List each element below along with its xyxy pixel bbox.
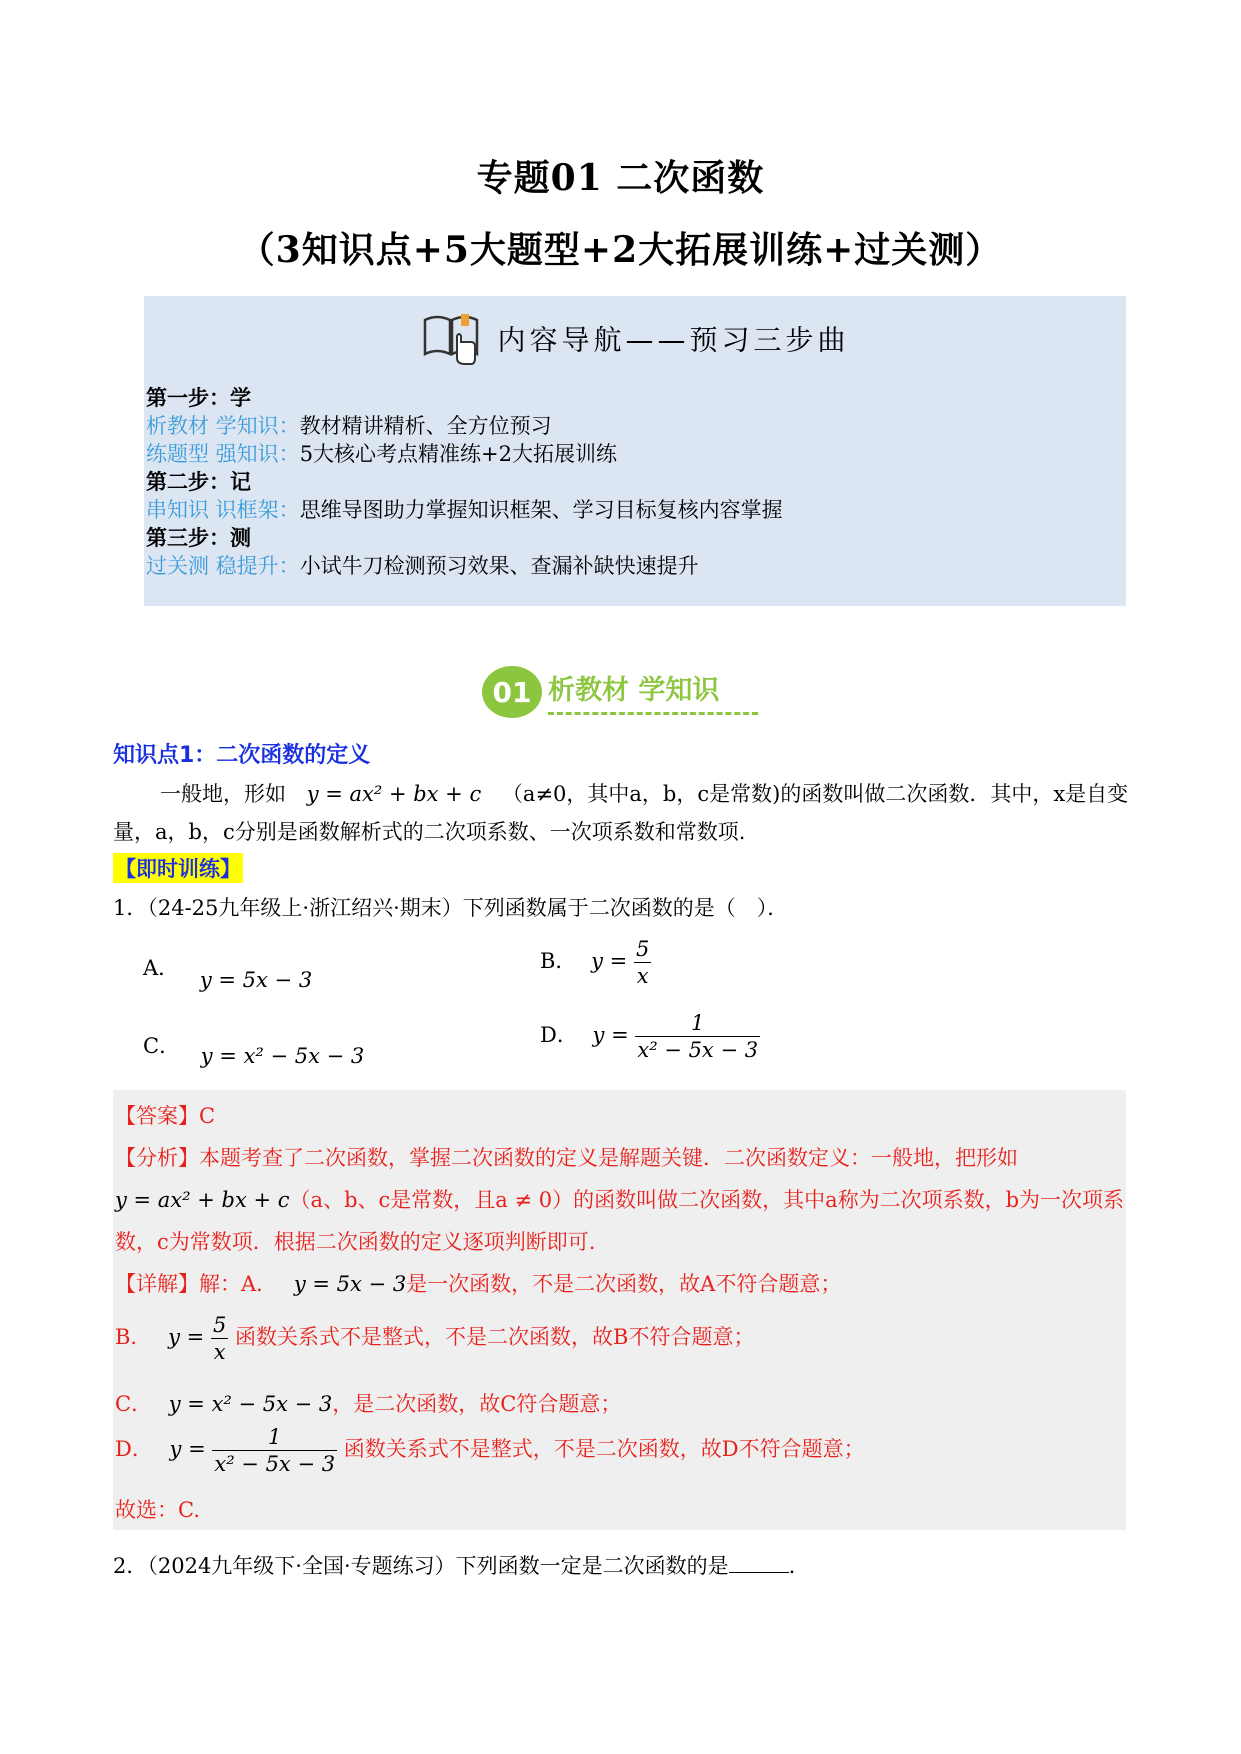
analysis-line-3: 数，c为常数项．根据二次函数的定义逐项判断即可. [115,1230,596,1254]
section-underline [548,712,758,715]
nav-row-2-value: 5大核心考点精准练+2大拓展训练 [299,442,618,466]
q1-option-d [540,1010,760,1063]
section-title: 析教材 学知识 [548,675,720,706]
nav-row-4 [146,550,699,580]
section-badge [480,664,544,724]
q1-option-b-denominator: x [636,964,649,988]
analysis-line-1: 【分析】本题考查了二次函数，掌握二次函数的定义是解题关键．二次函数定义：一般地，把形如 [115,1146,1018,1170]
section-badge-number: 01 [492,676,532,709]
detail-c-text: ，是二次函数，故C符合题意； [332,1392,622,1416]
detail-label: 【详解】解：A． [115,1272,278,1296]
nav-heading-text: 内容导航——预习三步曲 [497,323,850,357]
page-subtitle: （3知识点+5大题型+2大拓展训练+过关测） [238,229,1003,271]
step-1: 第一步：学 [146,386,251,410]
detail-b-fraction [211,1312,228,1365]
q1-option-b-fraction [634,936,651,989]
detail-d-denominator: x² − 5x − 3 [214,1452,336,1476]
detail-b-denominator: x [213,1340,226,1364]
detail-d [115,1424,865,1477]
definition-formula: y = ax² + bx + c [306,782,482,806]
detail-d-fraction [212,1424,337,1477]
nav-row-2 [146,438,617,468]
nav-row-2-key: 练题型 强知识： [146,442,300,466]
page-title: 专题01 二次函数 [476,157,765,199]
nav-row-4-key: 过关测 稳提升： [146,554,300,578]
q1-option-c [143,1030,365,1068]
answer-box [113,1090,1126,1530]
q1-option-c-expr: y = x² − 5x − 3 [200,1044,365,1068]
q1-option-a-expr: y = 5x − 3 [199,968,313,992]
detail-d-lhs: y = [169,1437,206,1461]
question-2-end: . [788,1554,796,1578]
detail-b-text: 函数关系式不是整式，不是二次函数，故B不符合题意； [235,1325,755,1349]
answer-line: 【答案】C [115,1104,216,1128]
nav-heading [144,310,1126,373]
detail-d-text: 函数关系式不是整式，不是二次函数，故D不符合题意； [343,1437,865,1461]
detail-c [115,1388,621,1418]
answer-blank [729,1572,789,1573]
q1-option-b-lhs: y = [591,949,628,973]
definition-line-1 [160,778,1128,808]
q1-option-d-numerator: 1 [635,1010,760,1037]
training-label: 【即时训练】 [113,853,243,883]
q1-option-b-numerator: 5 [635,937,650,961]
nav-row-1-key: 析教材 学知识： [146,414,300,438]
conclusion: 故选：C. [115,1498,200,1522]
question-2-text: 2．（2024九年级下·全国·专题练习）下列函数一定是二次函数的是 [113,1554,729,1578]
nav-row-3-value: 思维导图助力掌握知识框架、学习目标复核内容掌握 [299,498,783,522]
detail-b-lhs: y = [168,1325,205,1349]
q1-option-a-label: A． [143,956,180,980]
q1-option-a [143,952,313,992]
detail-b-label: B． [115,1325,152,1349]
nav-row-1-value: 教材精讲精析、全方位预习 [299,414,552,438]
q1-option-c-label: C． [143,1034,181,1058]
content-navigation-box [144,296,1126,606]
detail-a [115,1268,841,1298]
nav-row-4-value: 小试牛刀检测预习效果、查漏补缺快速提升 [299,554,699,578]
nav-row-3-key: 串知识 识框架： [146,498,300,522]
detail-b-numerator: 5 [212,1313,227,1337]
q1-option-d-label: D． [540,1023,578,1047]
nav-row-1 [146,410,552,440]
detail-b [115,1312,754,1365]
q1-option-b [540,936,651,989]
detail-a-expr: y = 5x − 3 [293,1272,407,1296]
knowledge-point-heading: 知识点1：二次函数的定义 [113,743,371,768]
q1-option-d-fraction [635,1010,760,1063]
detail-c-expr: y = x² − 5x − 3 [168,1392,333,1416]
detail-c-label: C． [115,1392,153,1416]
detail-d-numerator: 1 [212,1424,337,1451]
nav-row-3 [146,494,783,524]
definition-line-2: 量，a，b，c分别是函数解析式的二次项系数、一次项系数和常数项. [113,820,746,844]
step-3: 第三步：测 [146,526,251,550]
definition-text-after: （a≠0，其中a，b，c是常数)的函数叫做二次函数．其中，x是自变 [501,782,1129,806]
question-1-stem: 1．（24-25九年级上·浙江绍兴·期末）下列函数属于二次函数的是（ ）． [113,896,789,920]
definition-text-before: 一般地，形如 [160,782,286,806]
q1-option-d-lhs: y = [592,1023,629,1047]
detail-d-label: D． [115,1437,153,1461]
detail-a-text: 是一次函数，不是二次函数，故A不符合题意； [406,1272,842,1296]
analysis-line-2-text: （a、b、c是常数，且a ≠ 0）的函数叫做二次函数，其中a称为二次项系数，b为一次项系 [289,1188,1125,1212]
analysis-line-2 [115,1184,1124,1214]
q1-option-d-denominator: x² − 5x − 3 [637,1038,759,1062]
q1-option-b-label: B． [540,949,577,973]
step-2: 第二步：记 [146,470,251,494]
question-2-stem [113,1550,795,1580]
book-icon [421,310,481,373]
analysis-formula: y = ax² + bx + c [115,1188,290,1212]
